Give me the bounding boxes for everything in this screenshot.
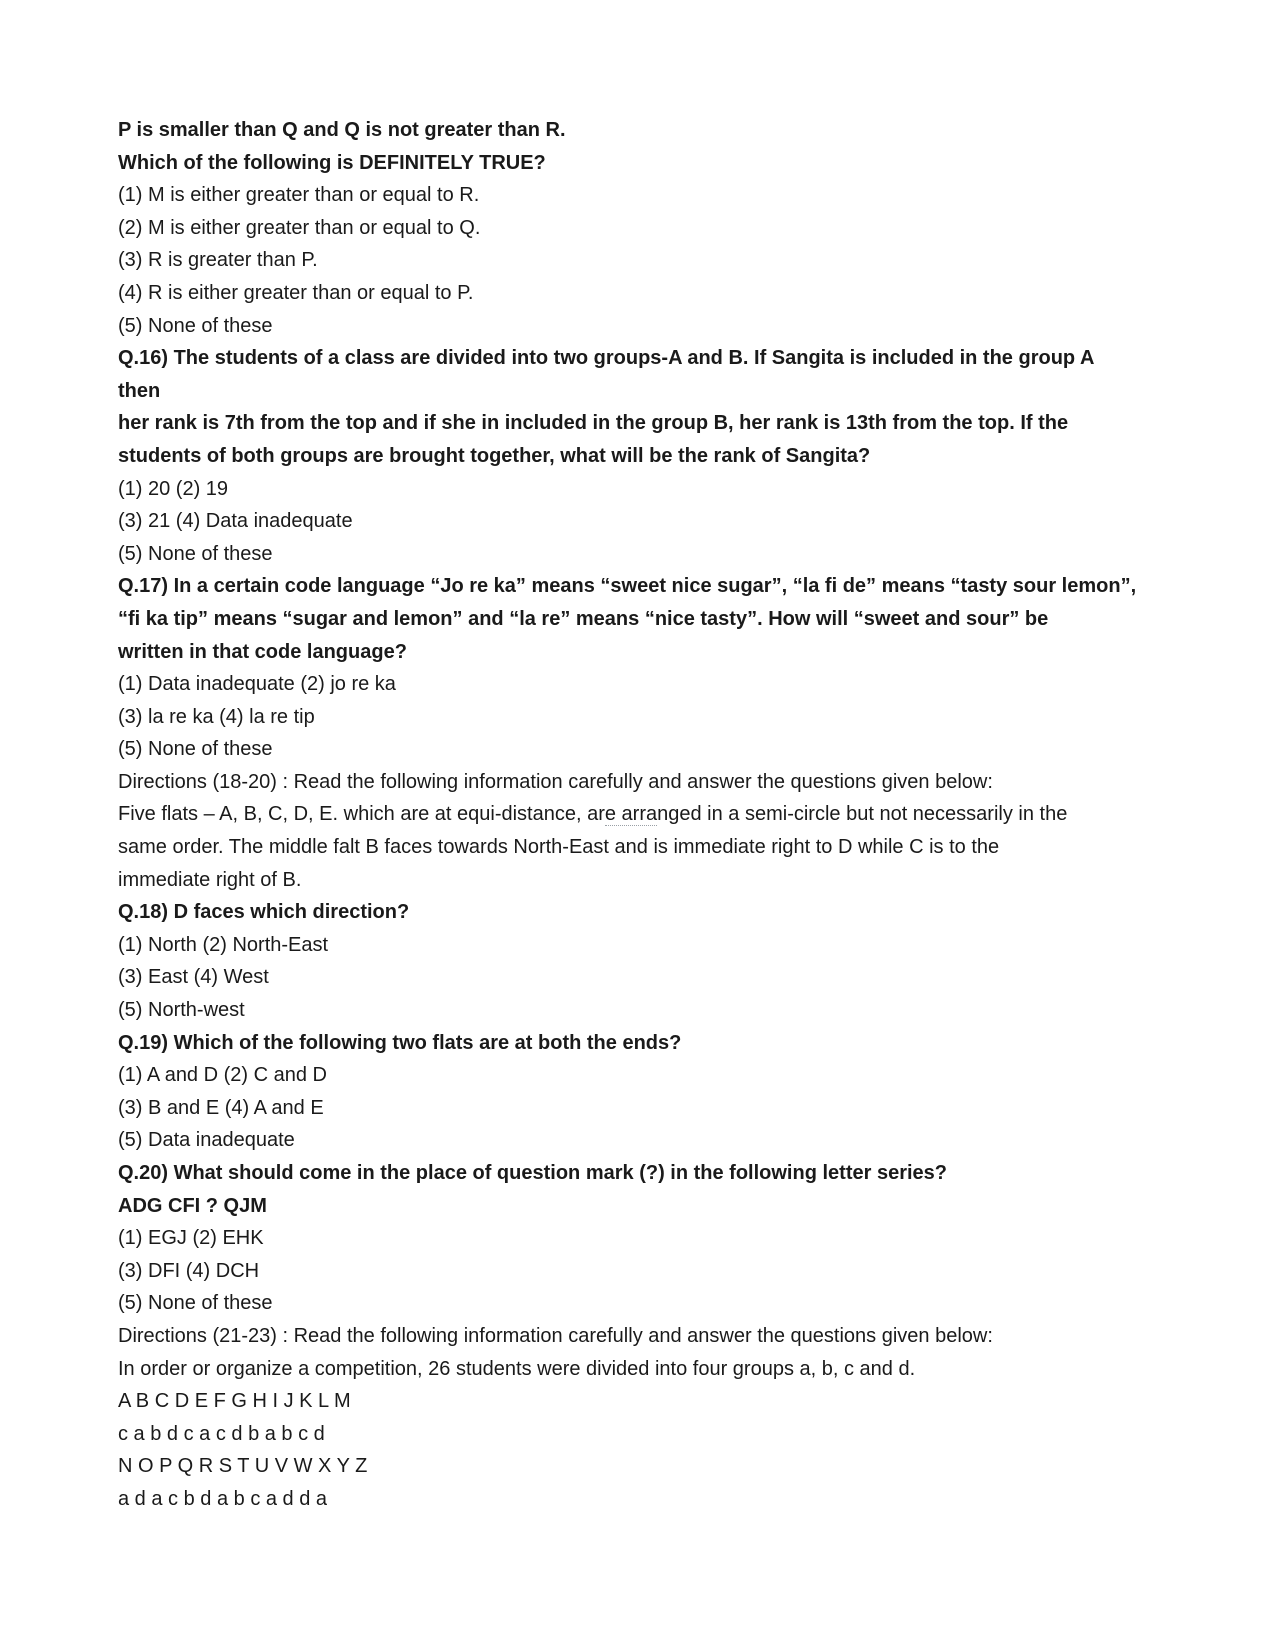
question-line: Q.18) D faces which direction?	[118, 901, 410, 924]
question-line: P is smaller than Q and Q is not greater than R.	[118, 119, 566, 141]
text-line: a d a c b d a b c a d d a	[118, 1487, 328, 1510]
question-line: “fi ka tip” means “sugar and lemon” and “la re” means “nice tasty”. How will “sweet and sour” be	[118, 607, 1049, 630]
text-line: Directions (18-20) : Read the following information carefully and answer the questions given below:	[118, 770, 993, 793]
text-line: (5) North-west	[118, 999, 245, 1022]
question-line: then	[118, 379, 161, 402]
text-line: A B C D E F G H I J K L M	[118, 1390, 351, 1413]
text-line: (3) R is greater than P.	[118, 249, 318, 272]
question-line: Q.16) The students of a class are divided into two groups-A and B. If Sangita is included in the group A	[118, 347, 1095, 370]
text-line: (2) M is either greater than or equal to Q.	[118, 216, 481, 239]
text-line: (1) 20 (2) 19	[118, 477, 229, 500]
question-line: ADG CFI ? QJM	[118, 1194, 267, 1217]
text-line: In order or organize a competition, 26 students were divided into four groups a, b, c and d.	[118, 1357, 916, 1380]
text-line: (3) 21 (4) Data inadequate	[118, 510, 353, 533]
text-line: (1) M is either greater than or equal to R.	[118, 184, 480, 207]
question-line: Q.20) What should come in the place of question mark (?) in the following letter series?	[118, 1162, 947, 1184]
text-line: (5) None of these	[118, 542, 273, 565]
text-line: N O P Q R S T U V W X Y Z	[118, 1455, 368, 1478]
text-line: (3) East (4) West	[118, 966, 269, 989]
text-line: Five flats – A, B, C, D, E. which are at equi-distance, are arranged in a semi-circle but not necessarily in the	[118, 803, 1068, 826]
text-line: (3) DFI (4) DCH	[118, 1259, 260, 1282]
text-line: (5) None of these	[118, 1292, 273, 1315]
question-line: written in that code language?	[118, 640, 407, 663]
question-line: Q.19) Which of the following two flats are at both the ends?	[118, 1031, 682, 1054]
question-line: Which of the following is DEFINITELY TRUE?	[118, 151, 546, 174]
spellcheck-underline: e arra	[604, 803, 658, 826]
text-line: (5) Data inadequate	[118, 1129, 295, 1152]
text-line: (3) B and E (4) A and E	[118, 1096, 324, 1119]
text-line: (1) Data inadequate (2) jo re ka	[118, 673, 396, 696]
text-line: (1) A and D (2) C and D	[118, 1064, 327, 1087]
text-line: (4) R is either greater than or equal to P.	[118, 281, 474, 304]
text-line: immediate right of B.	[118, 868, 302, 891]
question-line: students of both groups are brought together, what will be the rank of Sangita?	[118, 444, 871, 467]
text-line: same order. The middle falt B faces towards North-East and is immediate right to D while C is to the	[118, 836, 1000, 859]
text-line: (3) la re ka (4) la re tip	[118, 705, 315, 728]
text-line: c a b d c a c d b a b c d	[118, 1422, 325, 1445]
document-page	[118, 114, 1168, 1516]
text-line: (1) North (2) North-East	[118, 933, 329, 956]
question-line: her rank is 7th from the top and if she in included in the group B, her rank is 13th from the top. If the	[118, 412, 1069, 435]
text-line: (5) None of these	[118, 738, 273, 761]
question-line: Q.17) In a certain code language “Jo re ka” means “sweet nice sugar”, “la fi de” means “tasty sour lemon”,	[118, 575, 1137, 598]
text-line: (5) None of these	[118, 314, 273, 337]
text-line: (1) EGJ (2) EHK	[118, 1227, 264, 1250]
text-line: Directions (21-23) : Read the following information carefully and answer the questions given below:	[118, 1324, 993, 1347]
